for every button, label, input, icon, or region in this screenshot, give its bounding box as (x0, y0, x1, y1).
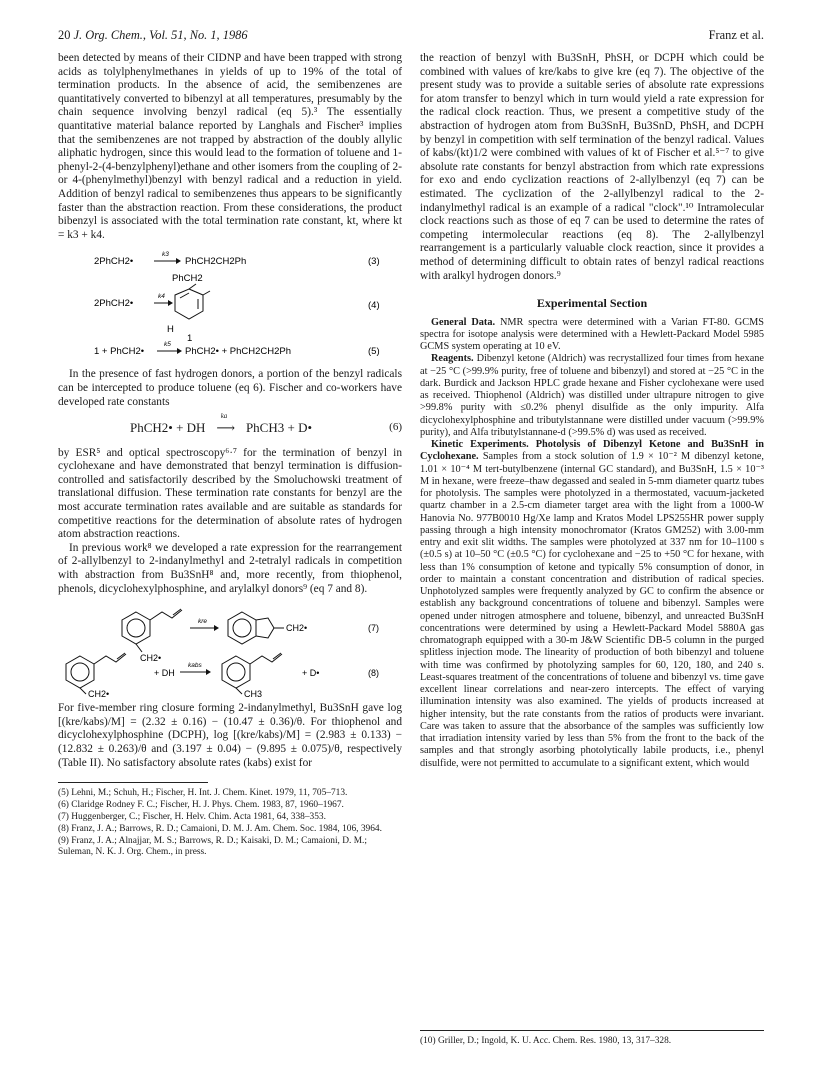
arrow-head (176, 258, 181, 264)
right-column (420, 52, 764, 770)
eq3-reactant: 2PhCH2• (94, 256, 134, 268)
eq5-reactants: 1 + PhCH2• (94, 346, 145, 358)
journal-citation: J. Org. Chem., Vol. 51, No. 1, 1986 (73, 28, 248, 42)
eq5-compound-number: 1 (187, 333, 193, 345)
eq5-number: (5) (368, 346, 380, 358)
footnote: (7) Huggenberger, C.; Fischer, H. Helv. Chim. Acta 1981, 64, 338–353. (58, 812, 326, 822)
arrow-head (168, 300, 173, 306)
paragraph-text: Samples from a stock solution of 1.9 × 10⁻² M dibenzyl ketone, 1.01 × 10⁻⁴ M tert-butylbenzene (internal GC standard), and Bu3SnH, 1.5 × 10⁻³ M in hexane, were freeze–thaw degassed and sealed in 5-mm diameter quartz tubes for photolysis. The samples were photolyzed in a thermostated, vacuum-jacketed quartz chamber in a 2.5-cm diameter target area with the light from a 1000-W Hanovia No. 977B0010 Hg/Xe lamp and Kratos Model LPS255HR power supply passing through a high intensity monochromator (Kratos GM252) with 3.00-mm entry and exit slit widths. The samples were photolyzed at 337 nm for 10–1100 s (±0.5 s) at 10–50 °C (±0.5 °C) for cyclohexane and −25 to +50 °C for hexane, with less than 1% consumption of ketone and typically 5% consumption of donor, in order to maintain a constant concentration and distribution of radical species. Unphotolyzed samples were frequently analyzed by GC to confirm the absence or establish any background concentrations of toluene and bibenzyl. Samples were opened under nitrogen atmosphere and toluene, bibenzyl, and unreacted Bu3SnH concentrations were determined by using a Hewlett-Packard Model 5880A gas chromatograph equipped with a 30-m J&W Scientific DB-5 column in the purged splitless injection mode. The linearity of production of both bibenzyl and toluene with time was confirmed by photolyzing samples for 60, 120, 180, and 240 s. Least-squares treatment of the concentrations of toluene and bibenzyl vs. time gave excellent linear correlations and near-zero intercepts. The effect of varying illumination intensity was also examined. The yields of products increased at higher intensity, but the rate constants from the ratios of products were invariant. Care was taken to assure that the absorbance of the samples was sufficiently low that irradiation intensity varied by less than 5% from the front to the back of the samples and that strongly asorbing photolytically labile products, i.e., phenyl disulfide, were not permitted to accumulate to a significant extent, which would (420, 451, 764, 769)
equation-6 (58, 412, 402, 436)
eq7-label-a: CH2• (140, 653, 162, 664)
eq4-substituent: PhCH2 (172, 273, 203, 285)
author-header: Franz et al. (708, 28, 764, 42)
run-in-heading: Reagents. (431, 353, 474, 365)
eq3-product: PhCH2CH2Ph (185, 256, 247, 268)
eq6-number: (6) (389, 421, 402, 434)
eq8-donor-radical: + D• (302, 668, 320, 679)
paragraph (420, 439, 764, 770)
equation-6-expression (130, 412, 313, 436)
page-number: 20 (58, 28, 71, 42)
footnote: (8) Franz, J. A.; Barrows, R. D.; Camaioni, D. M. J. Am. Chem. Soc. 1984, 106, 3964. (58, 823, 382, 834)
eq7-rate-constant: kre (198, 618, 208, 626)
paragraph: In the presence of fast hydrogen donors, a portion of the benzyl radicals can be intercepted to produce toluene (eq 6). Fischer and co-workers have developed rate constants (58, 368, 402, 408)
allyltoluene-structure (222, 653, 282, 694)
eq4-hydrogen: H (167, 324, 174, 336)
reaction-scheme-3-5 (58, 250, 402, 362)
eq8-rate-constant: kabs (188, 662, 202, 670)
section-title: Experimental Section (536, 296, 648, 311)
footnotes (58, 788, 402, 858)
semibenzene-ring (175, 284, 210, 319)
paragraph-text: Dibenzyl ketone (Aldrich) was recrystallized four times from hexane at −25 °C (>99.9% purity, free of toluene and bibenzyl) and stored at −25 °C in the dark. Burdick and Jackson HPLC grade hexane and Fisher cyclohexane were used as received. Thiophenol (Aldrich) was distilled under ultrapure nitrogen to give >99.8% purity with ≤0.2% phenyl disulfide as the only impurity. Alfa dicyclohexylphosphine and tributylstannane were distilled under vacuum (>99.9% purity), and Alfa tributylstannane-d (>99.5% d) was used as received. (420, 353, 764, 438)
paragraph: been detected by means of their CIDNP and have been trapped with strong acids as tolylphenylmethanes in yields of up to 19% of the total of termination products. In the absence of acid, the semibenzenes are quantitatively converted to bibenzyl at all temperatures, presumably by the chain sequence involving benzyl radical (eq 5).³ The essentially quantitative material balance reported by Langhals and Fischer³ implies that the semibenzenes are not trapped by abstraction of the doubly allylic aliphatic hydrogen, since this would lead to the formation of toluene and 1-phenyl-2-(4-benzylphenyl)ethane and other isomers from the coupling of 2- or 4-(phenylmethyl)benzyl with benzyl radical and a reduction in yield. Addition of benzyl radical to semibenzenes thus appears to be significantly faster than the abstraction reaction. From these considerations, the product bibenzyl is associated with the total termination rate constant, kt, where kt = k3 + k4. (58, 52, 402, 241)
paragraph-text: NMR spectra were determined with a Varian FT-80. GCMS spectra for isotope analysis were determined with a Hewlett-Packard Model 5985 GCMS system operating at 10 eV. (420, 316, 764, 353)
paragraph (420, 353, 764, 439)
arrow-head (214, 625, 219, 631)
arrow-head (177, 348, 182, 354)
reaction-scheme-7-8 (58, 602, 402, 698)
experimental-text (420, 317, 764, 770)
eq8-label-b: CH3 (244, 689, 263, 699)
paragraph: the reaction of benzyl with Bu3SnH, PhSH, or DCPH which could be combined with values of kre/kabs to give kre (eq 7). The objective of the present study was to provide a suitable series of absolute rate expressions for atom transfer to benzyl which in turn would yield a rate expression for the radical clock reaction. Thus, we present a competitive study of the abstraction of hydrogen atom from Bu3SnH, Bu3SnD, PhSH, and DCPH by benzyl in competition with self termination of the benzyl radical. Values of kabs/(kt)1/2 were combined with values of kt of Fischer et al.⁵⁻⁷ to give absolute rate constants for benzyl abstraction from which rate expressions for exo and endo cyclization reactions of 2-allylbenzyl (eq 7) can be estimated. The cyclization of the 2-allylbenzyl radical to the 2-indanylmethyl radical is an example of a radical "clock".¹⁰ Intramolecular clock reactions such as those of eq 7 can be used to determine the rates of competing intermolecular reactions (eq 8). The 2-allylbenzyl rearrangement is a particularly valuable clock reaction, since it provides a method of determining difficult to obtain rates of benzyl radical reactions with aralkyl hydrogen donors.⁹ (420, 52, 764, 282)
allylbenzyl-structure (66, 653, 126, 694)
run-in-heading: Kinetic Experiments. Photolysis of Dibenzyl Ketone and Bu3SnH in Cyclohexane. (420, 439, 764, 463)
paragraph (420, 317, 764, 354)
eq4-rate-constant: k4 (158, 293, 165, 301)
eq5-rate-constant: k5 (164, 341, 171, 349)
footnote: (10) Griller, D.; Ingold, K. U. Acc. Chem. Res. 1980, 13, 317–328. (420, 1036, 672, 1046)
right-footnote-area (420, 1030, 764, 1047)
eq8-donor: + DH (154, 668, 175, 679)
eq6-products: PhCH3 + D• (245, 420, 313, 436)
indanylmethyl-structure (228, 612, 284, 644)
allylbenzyl-structure (122, 609, 182, 652)
eq5-products: PhCH2• + PhCH2CH2Ph (185, 346, 292, 358)
run-in-heading: General Data. (431, 316, 496, 328)
paragraph: by ESR⁵ and optical spectroscopy⁶·⁷ for the termination of benzyl in cyclohexane and have demonstrated that benzyl termination is diffusion-controlled and satisfactorily described by the Smoluchowski treatment of translational diffusion. These termination rate constants for benzyl are the most accurate termination rates available and are suitable as standards for competitive reactions for the determination of absolute rates of hydrogen atom abstraction reactions. (58, 446, 402, 541)
eq7-number: (7) (368, 623, 379, 634)
arrow-head (206, 669, 211, 675)
eq3-rate-constant: k3 (162, 251, 169, 259)
eq4-number: (4) (368, 300, 380, 312)
reaction-arrow: ka ⟶ (216, 412, 236, 436)
eq8-number: (8) (368, 668, 379, 679)
footnote-divider (420, 1030, 764, 1031)
eq7-label-b: CH2• (286, 623, 308, 634)
eq3-number: (3) (368, 256, 380, 268)
footnote: (9) Franz, J. A.; Alnajjar, M. S.; Barrows, R. D.; Kaisaki, D. M.; Camaioni, D. M.; Suleman, N. K. J. Org. Chem., in press. (58, 835, 367, 858)
eq6-reactants: PhCH2• + DH (130, 420, 206, 436)
eq6-rate-constant: ka (220, 412, 228, 421)
footnote: (6) Claridge Rodney F. C.; Fischer, H. J. Phys. Chem. 1983, 87, 1960–1967. (58, 800, 344, 811)
running-header (58, 28, 248, 43)
paragraph: In previous work⁸ we developed a rate expression for the rearrangement of 2-allylbenzyl to 2-indanylmethyl and 2-tetralyl radicals in competition with abstraction from Bu3SnH⁸ and, more recently, from thiophenol, phenols, dicyclohexylphosphine, and arylalkyl donors⁹ (eq 7 and 8). (58, 541, 402, 595)
left-column (58, 52, 402, 859)
footnote-divider (58, 782, 208, 783)
paragraph: For five-member ring closure forming 2-indanylmethyl, Bu3SnH gave log [(kre/kabs)/M] = (2.32 ± 0.16) − (10.47 ± 0.36)/θ. For thiophenol and dicyclohexylphosphine (DCPH), log [(kre/kabs)/M] = (2.983 ± 0.133) − (12.832 ± 0.263)/θ and (3.197 ± 0.04) − (9.895 ± 0.075)/θ, respectively (Table II). No satisfactory absolute rates (kabs) exist for (58, 702, 402, 769)
footnote: (5) Lehni, M.; Schuh, H.; Fischer, H. Int. J. Chem. Kinet. 1979, 11, 705–713. (58, 788, 348, 799)
eq8-label-a: CH2• (88, 689, 110, 699)
eq4-reactant: 2PhCH2• (94, 298, 134, 310)
